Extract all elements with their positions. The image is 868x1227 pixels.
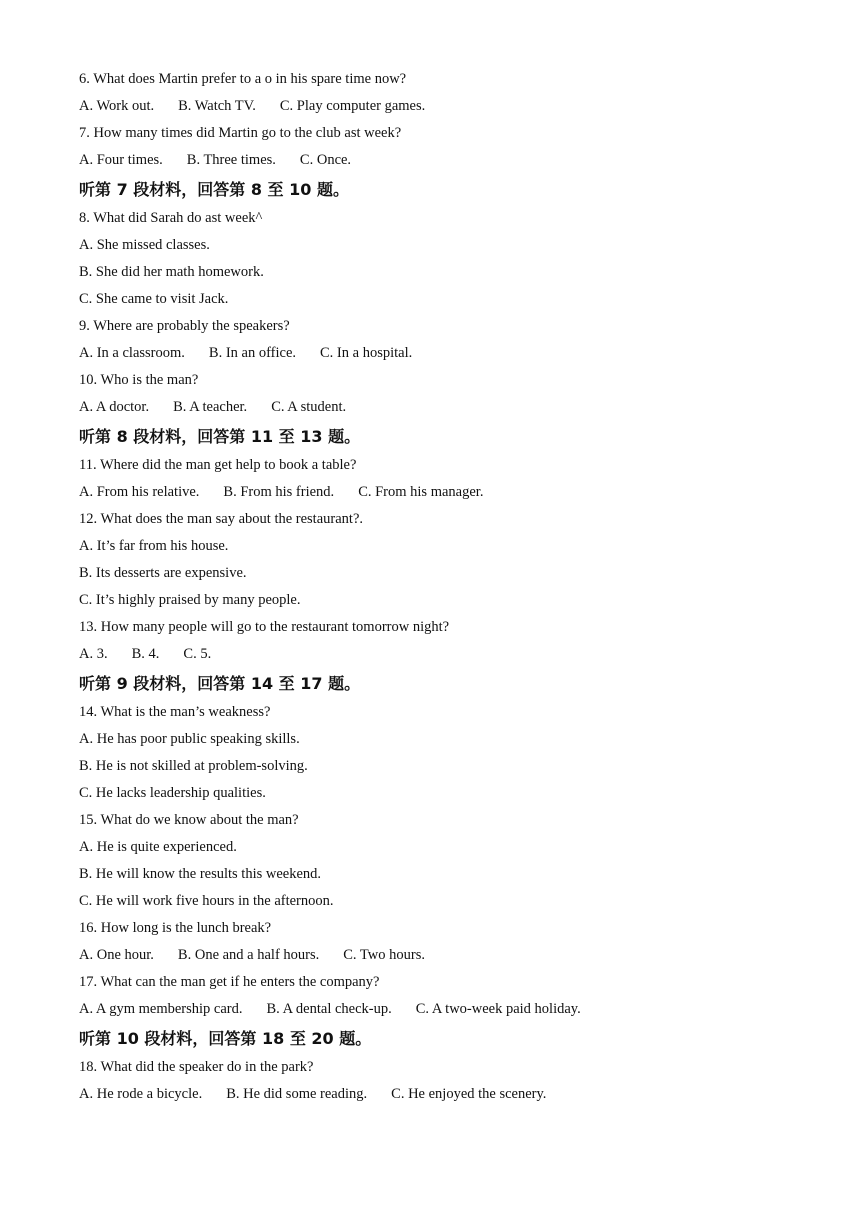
answer-option: C. He lacks leadership qualities. xyxy=(79,785,266,801)
question-text: 16. How long is the lunch break? xyxy=(79,920,272,936)
options-row xyxy=(79,147,828,174)
answer-option: A. In a classroom. xyxy=(79,345,185,361)
answer-option: B. Watch TV. xyxy=(178,98,256,114)
section-heading: 听第 9 段材料，回答第 14 至 17 题。 xyxy=(79,674,361,693)
question-text: 12. What does the man say about the restaurant?. xyxy=(79,511,364,527)
answer-option: B. Three times. xyxy=(186,152,276,168)
answer-option: A. A gym membership card. xyxy=(79,1001,243,1017)
answer-option: C. She came to visit Jack. xyxy=(79,291,229,307)
options-row xyxy=(79,93,828,120)
answer-option: A. Work out. xyxy=(79,98,155,114)
question-text: 11. Where did the man get help to book a table? xyxy=(79,457,357,473)
question-text: 18. What did the speaker do in the park? xyxy=(79,1059,314,1075)
answer-option: B. She did her math homework. xyxy=(79,264,264,280)
options-row xyxy=(79,394,828,421)
answer-option: B. He did some reading. xyxy=(226,1086,368,1102)
answer-option: C. In a hospital. xyxy=(320,345,413,361)
question-text: 17. What can the man get if he enters the company? xyxy=(79,974,380,990)
answer-option: C. Two hours. xyxy=(343,947,425,963)
question-text: 13. How many people will go to the restaurant tomorrow night? xyxy=(79,619,450,635)
section-heading: 听第 7 段材料，回答第 8 至 10 题。 xyxy=(79,180,349,199)
answer-option: A. It’s far from his house. xyxy=(79,538,229,554)
answer-option: A. She missed classes. xyxy=(79,237,210,253)
question-text: 9. Where are probably the speakers? xyxy=(79,318,290,334)
answer-option: B. From his friend. xyxy=(223,484,335,500)
answer-option: C. A two-week paid holiday. xyxy=(415,1001,581,1017)
answer-option: C. He enjoyed the scenery. xyxy=(391,1086,547,1102)
options-row xyxy=(79,1081,828,1108)
answer-option: B. He will know the results this weekend. xyxy=(79,866,322,882)
answer-option: C. Once. xyxy=(299,152,352,168)
answer-option: B. One and a half hours. xyxy=(177,947,320,963)
question-text: 7. How many times did Martin go to the club ast week? xyxy=(79,125,402,141)
section-heading: 听第 10 段材料，回答第 18 至 20 题。 xyxy=(79,1029,372,1048)
answer-option: B. A teacher. xyxy=(173,399,248,415)
answer-option: A. One hour. xyxy=(79,947,154,963)
answer-option: B. In an office. xyxy=(208,345,297,361)
answer-option: C. A student. xyxy=(271,399,347,415)
answer-option: A. 3. xyxy=(79,646,108,662)
answer-option: A. From his relative. xyxy=(79,484,200,500)
question-text: 6. What does Martin prefer to a o in his spare time now? xyxy=(79,71,407,87)
question-text: 15. What do we know about the man? xyxy=(79,812,299,828)
options-row xyxy=(79,942,828,969)
answer-option: B. 4. xyxy=(131,646,160,662)
question-text: 14. What is the man’s weakness? xyxy=(79,704,271,720)
answer-option: C. From his manager. xyxy=(358,484,484,500)
options-row xyxy=(79,340,828,367)
answer-option: A. He has poor public speaking skills. xyxy=(79,731,300,747)
answer-option: B. He is not skilled at problem-solving. xyxy=(79,758,308,774)
answer-option: A. Four times. xyxy=(79,152,163,168)
answer-option: A. A doctor. xyxy=(79,399,150,415)
answer-option: A. He rode a bicycle. xyxy=(79,1086,203,1102)
options-row xyxy=(79,996,828,1023)
question-text: 8. What did Sarah do ast week^ xyxy=(79,210,263,226)
question-text: 10. Who is the man? xyxy=(79,372,199,388)
answer-option: B. A dental check-up. xyxy=(266,1001,392,1017)
options-row xyxy=(79,479,828,506)
exam-page xyxy=(79,66,828,1108)
answer-option: C. He will work five hours in the afternoon. xyxy=(79,893,334,909)
answer-option: C. It’s highly praised by many people. xyxy=(79,592,301,608)
options-row xyxy=(79,641,828,668)
answer-option: A. He is quite experienced. xyxy=(79,839,237,855)
section-heading: 听第 8 段材料，回答第 11 至 13 题。 xyxy=(79,427,361,446)
answer-option: B. Its desserts are expensive. xyxy=(79,565,247,581)
answer-option: C. 5. xyxy=(183,646,212,662)
answer-option: C. Play computer games. xyxy=(279,98,426,114)
